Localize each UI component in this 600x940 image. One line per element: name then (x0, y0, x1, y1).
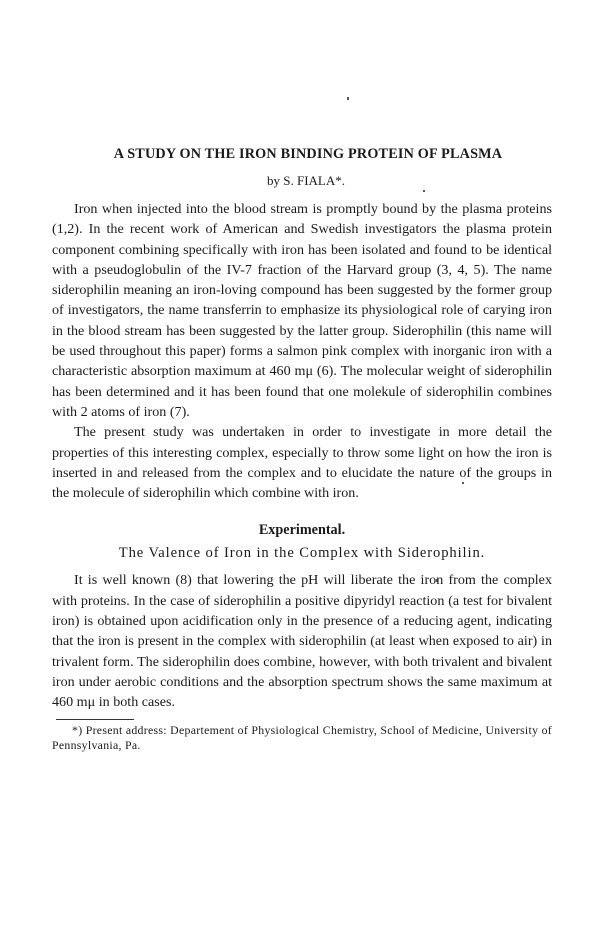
intro-paragraph-2: The present study was undertaken in order to investigate in more detail the properties of this interesting complex, especially to throw some light on how the iron is inserted in and released from the complex and to elucidate the nature of the groups in the molecule of siderophilin which combine with iron. (52, 424, 552, 502)
intro-paragraph-1: Iron when injected into the blood stream is promptly bound by the plasma proteins (1,2). In the recent work of American and Swedish investigators the plasma protein component combining specifically with iron has been isolated and found to be identical with a pseudoglobulin of the IV-7 fraction of the Harvard group (3, 4, 5). The name siderophilin meaning an iron-loving compound has been suggested by the former group of investigators, the name transferrin to emphasize its physiological role of carying iron in the blood stream has been suggested by the latter group. Siderophilin (this name will be used throughout this paper) forms a salmon pink complex with inorganic iron with a characteristic absorption maximum at 460 mμ (6). The molecular weight of siderophilin has been determined and it has been found that one molekule of siderophilin combines with 2 atoms of iron (7). (52, 201, 552, 420)
subsection-heading: The Valence of Iron in the Complex with Siderophilin. (118, 545, 486, 562)
footnote-rule (56, 719, 134, 720)
scan-speck (347, 97, 349, 100)
article-title: A STUDY ON THE IRON BINDING PROTEIN OF PLASMA (113, 146, 503, 162)
article-page (52, 146, 552, 753)
footnote: *) Present address: Departement of Physiological Chemistry, School of Medicine, University of Pennsylvania, Pa. (52, 722, 552, 752)
section-heading: Experimental. (258, 522, 346, 539)
article-author: by S. FIALA*. (266, 173, 345, 188)
section-paragraph-1: It is well known (8) that lowering the pH will liberate the iron from the complex with proteins. In the case of siderophilin a positive dipyridyl reaction (a test for bivalent iron) is obtained upon acidification only in the presence of a reducing agent, indicating that the iron is present in the complex with siderophilin (at least when exposed to air) in trivalent form. The siderophilin does combine, however, with both trivalent and bivalent iron under aerobic conditions and the absorption spectrum shows the same maximum at 460 mμ in both cases. (52, 572, 552, 711)
